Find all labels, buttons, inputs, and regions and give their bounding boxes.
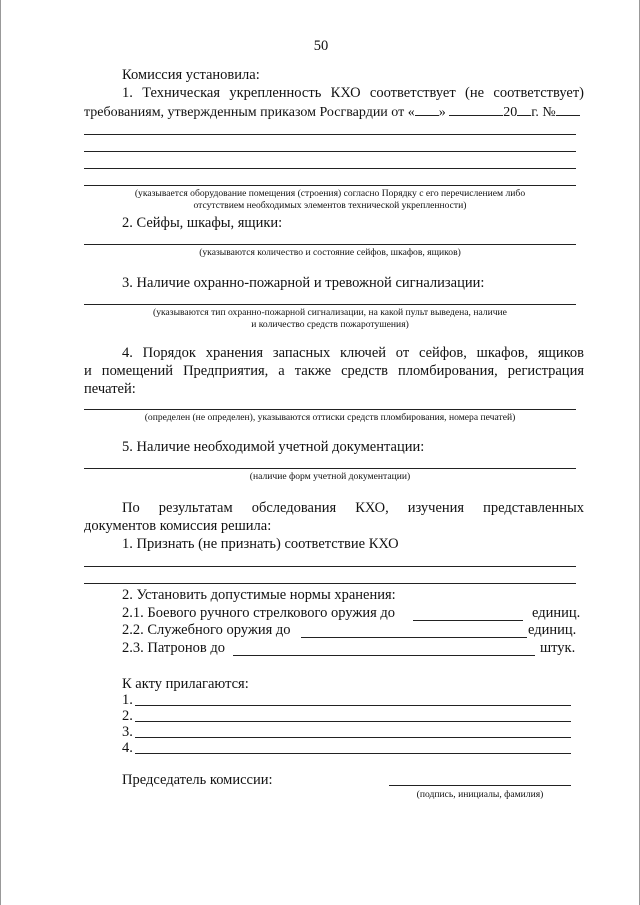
s1-blank-line-1: [84, 134, 576, 135]
norms-r1-label: 2.1. Боевого ручного стрелкового оружия до: [122, 605, 396, 621]
s3-caption-1: (указываются тип охранно-пожарной сигнализации, на какой пульт выведена, наличие: [153, 307, 507, 318]
s1-day-blank: [415, 102, 439, 116]
norms-r1-blank: [413, 620, 523, 621]
s4-line3: печатей:: [84, 381, 136, 397]
s1-line1: 1. Техническая укрепленность КХО соответствует (не соответствует): [122, 85, 584, 101]
page-number: 50: [313, 38, 329, 54]
attachment-blank-2: [135, 721, 571, 722]
decision-blank-line-1: [84, 566, 576, 567]
norms-heading: 2. Установить допустимые нормы хранения:: [122, 587, 396, 603]
intro-text: Комиссия установила:: [122, 67, 260, 83]
signature-blank: [389, 785, 571, 786]
s1-line2: [84, 102, 580, 121]
s3-blank-line: [84, 304, 576, 305]
s1-blank-line-2: [84, 151, 576, 152]
attachment-blank-3: [135, 737, 571, 738]
s5-blank-line: [84, 468, 576, 469]
attachment-item-3: 3.: [122, 724, 133, 740]
decision-line2: документов комиссия решила:: [84, 518, 272, 534]
norms-r1-unit: единиц.: [532, 605, 581, 621]
s1-year-blank: [517, 102, 531, 116]
attachment-item-4: 4.: [122, 740, 133, 756]
s5-caption: (наличие форм учетной документации): [249, 471, 411, 482]
decision-item1: 1. Признать (не признать) соответствие КХО: [122, 536, 399, 552]
s1-line2-d: г. №: [531, 105, 556, 120]
s2-caption: (указываются количество и состояние сейфов, шкафов, ящиков): [199, 247, 461, 258]
s1-blank-line-4: [84, 185, 576, 186]
attachment-blank-1: [135, 705, 571, 706]
decision-line1: По результатам обследования КХО, изучения представленных: [122, 500, 584, 516]
attachment-item-2: 2.: [122, 708, 133, 724]
norms-r2-label: 2.2. Служебного оружия до: [122, 622, 291, 638]
s4-line1: 4. Порядок хранения запасных ключей от сейфов, шкафов, ящиков: [122, 345, 584, 361]
attachments-heading: К акту прилагаются:: [122, 676, 249, 692]
s3-heading: 3. Наличие охранно-пожарной и тревожной сигнализации:: [122, 275, 485, 291]
s1-caption-2: отсутствием необходимых элементов технической укрепленности): [193, 200, 467, 211]
s3-caption-2: и количество средств пожаротушения): [251, 319, 409, 330]
s1-line2-c: 20: [503, 105, 518, 120]
norms-r3-label: 2.3. Патронов до: [122, 640, 226, 656]
s1-month-blank: [449, 102, 503, 116]
s2-heading: 2. Сейфы, шкафы, ящики:: [122, 215, 283, 231]
signature-label: Председатель комиссии:: [122, 772, 273, 788]
norms-r2-blank: [301, 637, 527, 638]
s1-line2-a: требованиям, утвержденным приказом Росгвардии от «: [84, 105, 415, 120]
s4-caption: (определен (не определен), указываются оттиски средств пломбирования, номера печатей): [144, 412, 516, 423]
decision-blank-line-2: [84, 583, 576, 584]
s1-caption-1: (указывается оборудование помещения (строения) согласно Порядку с его перечислением либо: [134, 188, 526, 199]
s4-blank-line: [84, 409, 576, 410]
s1-blank-line-3: [84, 168, 576, 169]
s4-line2: и помещений Предприятия, а также средств пломбирования, регистрация: [84, 363, 584, 379]
s1-line2-b: »: [438, 105, 446, 120]
attachment-item-1: 1.: [122, 692, 133, 708]
s1-number-blank: [556, 102, 580, 116]
norms-r3-blank: [233, 655, 535, 656]
s2-blank-line: [84, 244, 576, 245]
attachment-blank-4: [135, 753, 571, 754]
norms-r2-unit: единиц.: [528, 622, 577, 638]
signature-caption: (подпись, инициалы, фамилия): [416, 789, 544, 800]
s5-heading: 5. Наличие необходимой учетной документации:: [122, 439, 425, 455]
norms-r3-unit: штук.: [540, 640, 576, 656]
